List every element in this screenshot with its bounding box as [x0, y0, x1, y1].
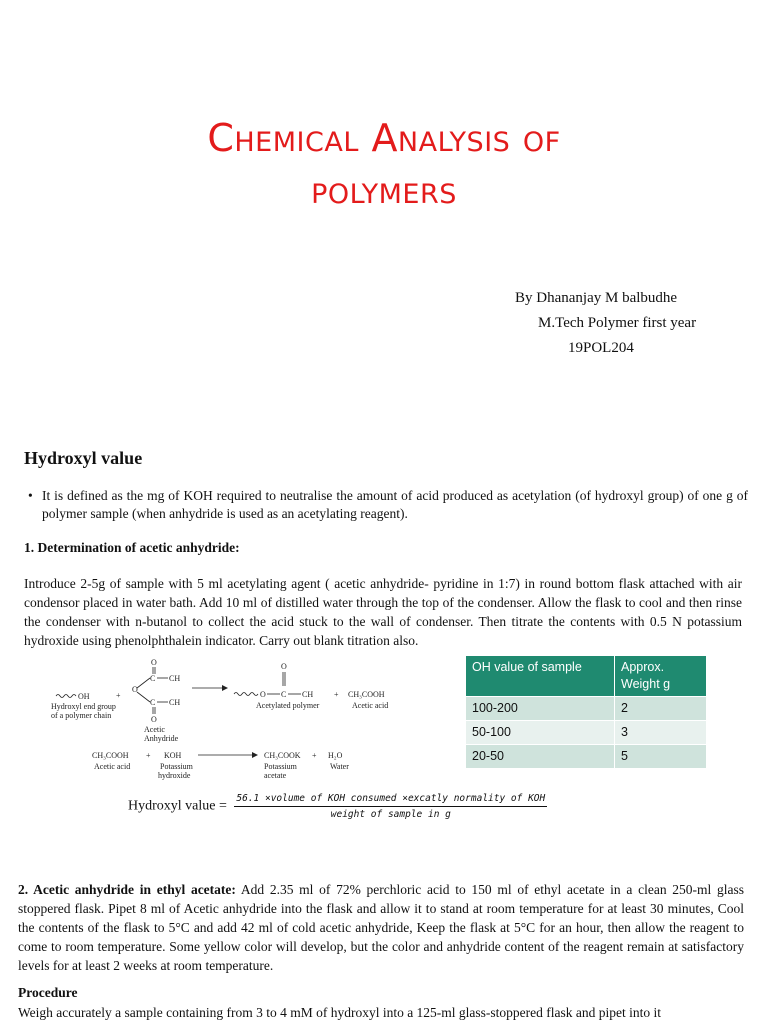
formula-numerator: 56.1 ×volume of KOH consumed ×excatly normality of KOH — [234, 793, 547, 807]
plus-sign: + — [116, 691, 121, 700]
product-methyl: CH — [302, 690, 314, 699]
r2-acetic-acid-label: Acetic acid — [94, 762, 131, 771]
subheading-acetic-anhydride: 1. Determination of acetic anhydride: — [24, 540, 240, 555]
definition-bullet — [28, 487, 748, 523]
carbon-top: C — [150, 674, 156, 683]
carbonyl-oxygen-top: O — [151, 658, 157, 667]
page-title — [0, 112, 768, 216]
author-program: M.Tech Polymer first year — [538, 315, 697, 331]
product-carbonyl-oxygen: O — [281, 662, 287, 671]
procedure-heading: Procedure — [18, 985, 78, 1000]
table-header-row — [466, 656, 707, 697]
sample-weight-table — [465, 655, 707, 769]
procedure-paragraph-2 — [18, 880, 744, 975]
procedure-paragraph-1: Introduce 2-5g of sample with 5 ml acetylating agent ( acetic anhydride- pyridine in 1:7) in round bottom flask attached with air condensor placed in water bath. Add 10 ml of distilled water through the top of the condenser. Allow the flask to cool and then rinse the condenser with n-butanol to collect the acid stuck to the wall of condenser. Then titrate the contents with 0.5 N potassium hydroxide using phenolphthalein indicator. Carry out blank titration also. — [24, 576, 742, 648]
definition-text: It is defined as the mg of KOH required to neutralise the amount of acid produced as acetylation (of hydroxyl group) of one g of polymer sample (when anhydride is used as an acetylating reagent). — [42, 488, 748, 521]
section-heading: Hydroxyl value — [24, 448, 143, 468]
table-cell: 3 — [615, 721, 707, 745]
title-line-2: polymers — [311, 168, 457, 212]
methyl-top: CH — [169, 674, 181, 683]
water-label: Water — [330, 762, 349, 771]
section-2-text: Add 2.35 ml of 72% perchloric acid to 150 ml of ethyl acetate in a clean 250-ml glass stoppered flask. Pipet 8 ml of Acetic anhydride into the flask and allow it to stand at room temperature for at least 30 minutes, Cool the contents of the flask to 5°C and add 42 ml of cold acetic anhydride, Keep the flask at 5°C for an hour, then allow the reagent to come to room temperature. Some yellow color will develop, but the color and anhydride content of the reagent remain at satisfactory levels for at least 2 weeks at room temperature. — [18, 882, 744, 973]
acetic-acid-label: Acetic acid — [352, 701, 389, 710]
hydroxyl-formula — [128, 793, 547, 820]
formula-denominator: weight of sample in g — [330, 809, 451, 820]
author-name: By Dhananjay M balbudhe — [515, 290, 678, 306]
r2-acetic-acid: CH₃COOH — [92, 751, 129, 760]
water-formula: H₂O — [328, 751, 343, 760]
potassium-acetate-formula: CH₃COOK — [264, 751, 301, 760]
r2-plus: + — [146, 751, 151, 760]
reaction-scheme — [48, 652, 408, 784]
author-roll: 19POL204 — [568, 340, 634, 356]
section-2-label: 2. Acetic anhydride in ethyl acetate: — [18, 882, 236, 897]
formula-fraction — [234, 793, 547, 820]
potassium-acetate-label-line2: acetate — [264, 771, 287, 780]
anhydride-label-line2: Anhydride — [144, 734, 179, 743]
table-cell: 20-50 — [466, 745, 615, 769]
reactant-label-line1: Hydroxyl end group — [51, 702, 116, 711]
procedure-text: Weigh accurately a sample containing from 3 to 4 mM of hydroxyl into a 125-ml glass-stoppered flask and pipet into it — [18, 1005, 662, 1020]
methyl-bottom: CH — [169, 698, 181, 707]
table-cell: 5 — [615, 745, 707, 769]
koh-label-line2: hydroxide — [158, 771, 191, 780]
title-line-1: Chemical Analysis of — [207, 116, 561, 160]
anhydride-label-line1: Acetic — [144, 725, 165, 734]
r2-plus-2: + — [312, 751, 317, 760]
koh-formula: KOH — [164, 751, 182, 760]
table-cell: 100-200 — [466, 697, 615, 721]
product-label: Acetylated polymer — [256, 701, 320, 710]
column-header-oh-value: OH value of sample — [466, 656, 615, 697]
product-carbon: C — [281, 690, 287, 699]
potassium-acetate-label-line1: Potassium — [264, 762, 297, 771]
table-row — [466, 745, 707, 769]
formula-lhs: Hydroxyl value = — [128, 798, 227, 814]
table-row — [466, 697, 707, 721]
carbon-bottom: C — [150, 698, 156, 707]
acetic-acid-formula: CH₃COOH — [348, 690, 385, 699]
oh-group: OH — [78, 692, 90, 701]
product-oxygen: O — [260, 690, 266, 699]
koh-label-line1: Potassium — [160, 762, 193, 771]
table-row — [466, 721, 707, 745]
table-cell: 2 — [615, 697, 707, 721]
plus-sign-2: + — [334, 690, 339, 699]
bridge-oxygen: O — [132, 685, 138, 694]
carbonyl-oxygen-bottom: O — [151, 715, 157, 724]
table-cell: 50-100 — [466, 721, 615, 745]
bullet-marker: • — [28, 488, 33, 503]
column-header-weight: Approx. Weight g — [615, 656, 707, 697]
reactant-label-line2: of a polymer chain — [51, 711, 112, 720]
